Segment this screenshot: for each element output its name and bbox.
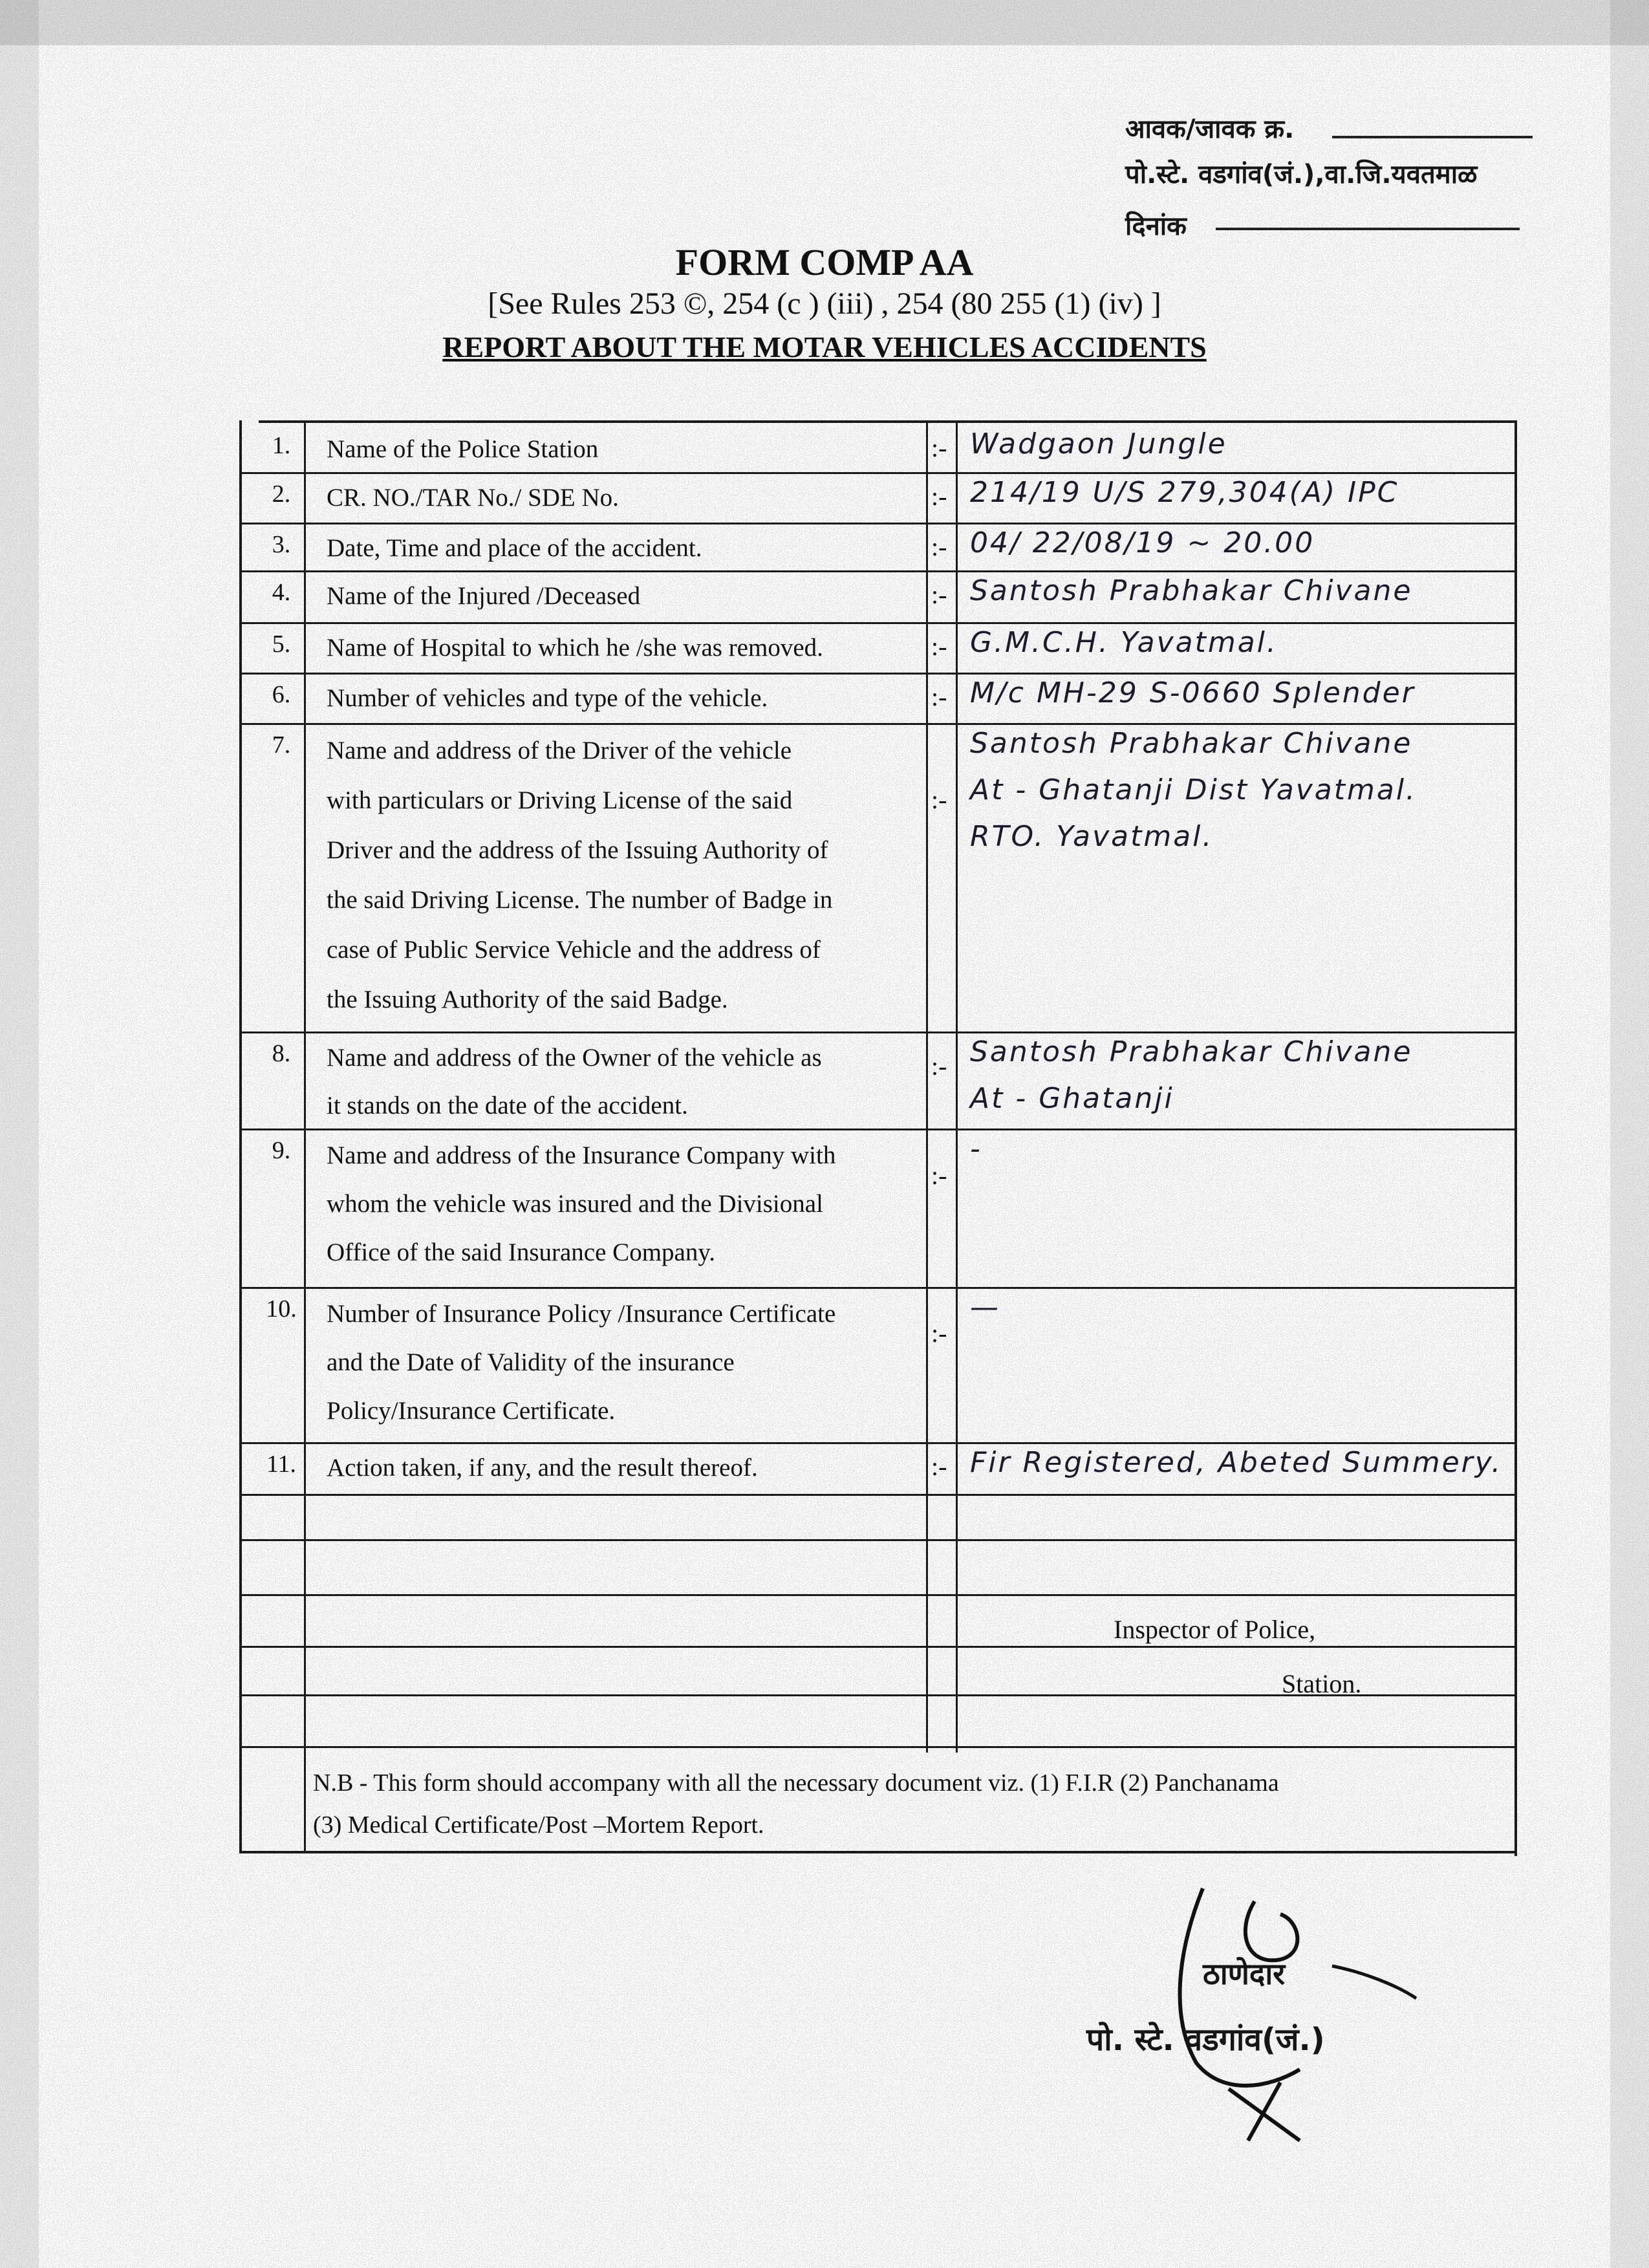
- stamp-line-2: [1216, 228, 1520, 230]
- row-separator: :-: [931, 433, 947, 462]
- row-question: the said Driving License. The number of Badge in: [327, 886, 833, 914]
- row-answer: M/c MH-29 S-0660 Splender: [970, 676, 1416, 709]
- note-line-1: N.B - This form should accompany with all the necessary document viz. (1) F.I.R (2) Panchanama: [313, 1769, 1279, 1797]
- row-answer: Santosh Prabhakar Chivane: [970, 574, 1413, 607]
- row-divider: [239, 523, 1517, 524]
- row-question: Name of the Police Station: [327, 435, 599, 463]
- row-separator: :-: [931, 1452, 947, 1481]
- stamp-date-label: दिनांक: [1125, 211, 1187, 241]
- note-line-2: (3) Medical Certificate/Post –Mortem Report.: [313, 1811, 764, 1839]
- row-separator: :-: [931, 580, 947, 609]
- row-divider: [239, 1442, 1517, 1444]
- row-separator: :-: [931, 532, 947, 561]
- row-answer: —: [970, 1291, 1000, 1324]
- blank-row-divider: [239, 1646, 1517, 1648]
- blank-row-divider: [239, 1539, 1517, 1541]
- row-separator: :-: [931, 682, 947, 711]
- form-heading: REPORT ABOUT THE MOTAR VEHICLES ACCIDENTS: [442, 330, 1207, 363]
- stamp-inward-outward: आवक/जावक क्र.: [1125, 114, 1295, 144]
- row-question: it stands on the date of the accident.: [327, 1092, 688, 1119]
- row-divider: [239, 673, 1517, 675]
- row-answer: At - Ghatanji Dist Yavatmal.: [970, 773, 1417, 806]
- row-number: 1.: [272, 432, 291, 459]
- row-answer: 214/19 U/S 279,304(A) IPC: [970, 476, 1399, 509]
- row-number: 4.: [272, 579, 291, 606]
- col-divider-question: [926, 420, 928, 1753]
- row-number: 9.: [272, 1137, 291, 1164]
- col-divider-answer: [956, 420, 958, 1753]
- row-separator: :-: [931, 632, 947, 661]
- row-question: with particulars or Driving License of the said: [327, 786, 793, 814]
- form-title: FORM COMP AA: [675, 241, 974, 283]
- stamp-line-1: [1332, 136, 1533, 138]
- row-number: 11.: [266, 1451, 297, 1478]
- row-number: 10.: [266, 1295, 297, 1323]
- row-question: Date, Time and place of the accident.: [327, 534, 702, 562]
- row-number: 6.: [272, 681, 291, 708]
- row-separator: :-: [931, 1052, 947, 1081]
- row-divider: [239, 1031, 1517, 1033]
- row-number: 3.: [272, 531, 291, 558]
- row-answer: Santosh Prabhakar Chivane: [970, 727, 1413, 760]
- blank-row-divider: [239, 1594, 1517, 1596]
- row-number: 5.: [272, 631, 291, 658]
- form-rules: [See Rules 253 ©, 254 (c ) (iii) , 254 (80 255 (1) (iv) ]: [488, 286, 1161, 321]
- row-divider: [239, 723, 1517, 725]
- table-border-left: [239, 420, 242, 1853]
- row-question: Office of the said Insurance Company.: [327, 1238, 716, 1266]
- row-answer: -: [970, 1132, 982, 1165]
- col-divider-number: [304, 420, 306, 1851]
- row-answer: Wadgaon Jungle: [970, 427, 1227, 460]
- table-border-right: [1514, 420, 1517, 1856]
- row-question: Name and address of the Insurance Company with: [327, 1141, 836, 1169]
- row-separator: :-: [931, 1161, 947, 1190]
- row-question: Driver and the address of the Issuing Authority of: [327, 836, 828, 864]
- blank-row-divider: [239, 1746, 1517, 1748]
- row-question: Name and address of the Owner of the vehicle as: [327, 1044, 822, 1072]
- row-question: Name of Hospital to which he /she was removed.: [327, 634, 823, 662]
- row-answer: Fir Registered, Abeted Summery.: [970, 1446, 1503, 1479]
- row-separator: :-: [931, 785, 947, 814]
- row-question: Name of the Injured /Deceased: [327, 582, 641, 610]
- row-divider: [239, 1494, 1517, 1496]
- row-question: Policy/Insurance Certificate.: [327, 1397, 616, 1425]
- table-border-bottom: [239, 1851, 1517, 1853]
- row-divider: [239, 622, 1517, 624]
- seal-designation: ठाणेदार: [1203, 1956, 1286, 1991]
- stamp-station: पो.स्टे. वडगांव(जं.),वा.जि.यवतमाळ: [1125, 160, 1478, 189]
- row-question: whom the vehicle was insured and the Divisional: [327, 1190, 823, 1218]
- row-number: 8.: [272, 1040, 291, 1067]
- row-answer: 04/ 22/08/19 ~ 20.00: [970, 526, 1315, 559]
- row-question: Number of vehicles and type of the vehicle.: [327, 684, 768, 712]
- row-answer: Santosh Prabhakar Chivane: [970, 1035, 1413, 1068]
- officer-signature: [1151, 1875, 1487, 2147]
- row-question: and the Date of Validity of the insurance: [327, 1348, 735, 1376]
- inspector-designation: Inspector of Police,: [1114, 1615, 1316, 1644]
- row-question: CR. NO./TAR No./ SDE No.: [327, 484, 619, 512]
- row-question: Name and address of the Driver of the vehicle: [327, 737, 792, 764]
- row-answer: At - Ghatanji: [970, 1082, 1174, 1115]
- row-separator: :-: [931, 482, 947, 511]
- seal-station: पो. स्टे. वडगांव(जं.): [1086, 2022, 1325, 2058]
- row-answer: RTO. Yavatmal.: [970, 820, 1214, 853]
- row-divider: [239, 1287, 1517, 1289]
- row-question: case of Public Service Vehicle and the address of: [327, 936, 821, 964]
- row-question: the Issuing Authority of the said Badge.: [327, 986, 728, 1013]
- row-number: 2.: [272, 481, 291, 508]
- row-question: Number of Insurance Policy /Insurance Certificate: [327, 1300, 836, 1328]
- row-separator: :-: [931, 1319, 947, 1348]
- table-border-top: [259, 420, 1516, 423]
- row-answer: G.M.C.H. Yavatmal.: [970, 626, 1278, 659]
- row-number: 7.: [272, 731, 291, 759]
- station-label: Station.: [1282, 1669, 1362, 1698]
- row-question: Action taken, if any, and the result thereof.: [327, 1454, 758, 1482]
